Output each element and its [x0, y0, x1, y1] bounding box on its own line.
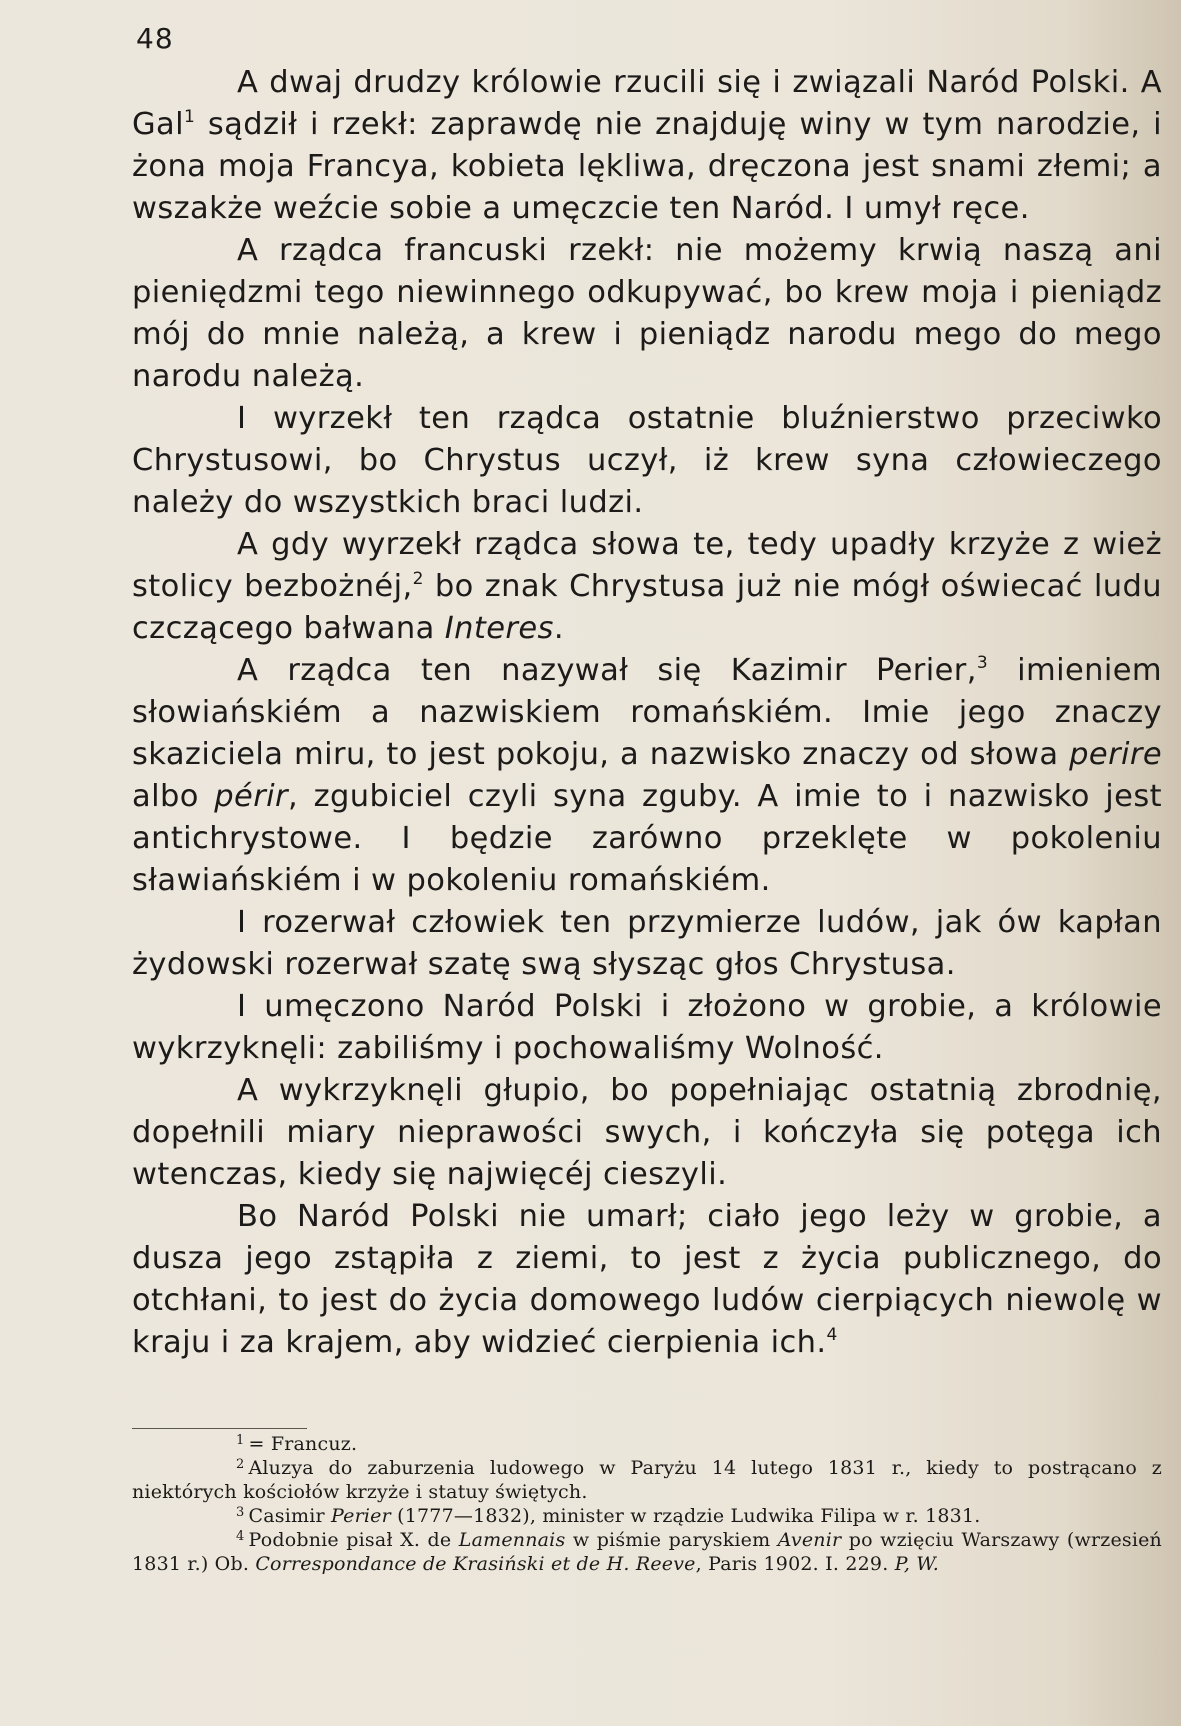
footnote-mark: 1	[236, 1433, 245, 1448]
text-run: A rządca francuski rzekł: nie możemy krwią naszą ani pieniędzmi tego niewinnego odkupywać, bo krew moja i pieniądz mój do mnie należą, a krew i pieniądz narodu mego do mego narodu należą.	[132, 233, 1162, 394]
footnote-mark: 4	[236, 1529, 245, 1544]
footnote-reference: 2	[412, 569, 424, 589]
text-run: Podobnie pisał X. de	[248, 1529, 459, 1551]
text-run: , zgubiciel czyli syna zguby. A imie to i nazwisko jest antichrystowe. I będzie zarówno przeklęte w pokoleniu sławiańskiém i w pokoleniu romańskiém.	[132, 779, 1162, 898]
footnote	[132, 1432, 1162, 1456]
text-run: A rządca ten nazywał się Kazimir Perier,	[237, 653, 977, 688]
text-run: I rozerwał człowiek ten przymierze ludów, jak ów kapłan żydowski rozerwał szatę swą słysząc głos Chrystusa.	[132, 905, 1162, 982]
text-run: I umęczono Naród Polski i złożono w grobie, a królowie wykrzyknęli: zabiliśmy i pochowaliśmy Wolność.	[132, 989, 1162, 1066]
text-run: Casimir	[248, 1505, 331, 1527]
italic-text: P, W.	[894, 1553, 939, 1575]
text-run: bo znak Chrystusa już nie mógł oświecać ludu czczącego bałwana	[132, 569, 1162, 646]
text-run: albo	[132, 779, 215, 814]
text-run: , Paris 1902. I. 229.	[695, 1553, 895, 1575]
footnote-reference: 1	[184, 107, 196, 127]
paragraph	[132, 62, 1162, 230]
text-run: A gdy wyrzekł rządca słowa te, tedy upadły krzyże z wież stolicy bezbożnéj,	[132, 527, 1162, 604]
text-run: A dwaj drudzy królowie rzucili się i związali Naród Polski. A Gal	[132, 65, 1162, 142]
text-run: .	[553, 611, 564, 646]
footnote-reference: 4	[826, 1325, 838, 1345]
paragraph	[132, 650, 1162, 902]
text-run: A wykrzyknęli głupio, bo popełniając ostatnią zbrodnię, dopełnili miary nieprawości swych, i kończyła się potęga ich wtenczas, kiedy się najwięcéj cieszyli.	[132, 1073, 1162, 1192]
text-run: imieniem słowiańskiém a nazwiskiem romańskiém. Imie jego znaczy skaziciela miru, to jest pokoju, a nazwisko znaczy od słowa	[132, 653, 1162, 772]
text-run: sądził i rzekł: zaprawdę nie znajduję winy w tym narodzie, i żona moja Francya, kobieta lękliwa, dręczona jest snami złemi; a wszakże weźcie sobie a umęczcie ten Naród. I umył ręce.	[132, 107, 1162, 226]
text-run: (1777—1832), minister w rządzie Ludwika Filipa w r. 1831.	[390, 1505, 981, 1527]
footnote	[132, 1528, 1162, 1576]
paragraph	[132, 1070, 1162, 1196]
italic-text: Perier	[331, 1505, 391, 1527]
footnote-mark: 3	[236, 1505, 245, 1520]
footnote-mark: 2	[236, 1457, 245, 1472]
text-run: = Francuz.	[248, 1433, 358, 1455]
text-run: po wzięciu Warszawy (wrzesień 1831 r.) Ob.	[132, 1529, 1162, 1575]
italic-text: Interes	[444, 611, 554, 646]
italic-text: Correspondance de Krasiński et de H. Reeve	[255, 1553, 696, 1575]
main-text	[132, 62, 1162, 1364]
paragraph	[132, 902, 1162, 986]
paragraph	[132, 986, 1162, 1070]
footnotes	[132, 1432, 1162, 1576]
italic-text: périr	[214, 779, 288, 814]
footnote	[132, 1504, 1162, 1528]
paragraph	[132, 230, 1162, 398]
text-run: I wyrzekł ten rządca ostatnie bluźnierstwo przeciwko Chrystusowi, bo Chrystus uczył, iż krew syna człowieczego należy do wszystkich braci ludzi.	[132, 401, 1162, 520]
footnote-reference: 3	[976, 653, 989, 673]
footnote	[132, 1456, 1162, 1504]
text-run: Bo Naród Polski nie umarł; ciało jego leży w grobie, a dusza jego zstąpiła z ziemi, to jest z życia publicznego, do otchłani, to jest do życia domowego ludów cierpiących niewolę w kraju i za krajem, aby widzieć cierpienia ich.	[132, 1199, 1162, 1360]
paragraph	[132, 524, 1162, 650]
paragraph	[132, 398, 1162, 524]
page-number: 48	[136, 22, 174, 55]
text-run: Aluzya do zaburzenia ludowego w Paryżu 14 lutego 1831 r., kiedy to postrącano z niektórych kościołów krzyże i statuy świętych.	[132, 1457, 1162, 1503]
italic-text: perire	[1069, 737, 1162, 772]
paragraph	[132, 1196, 1162, 1364]
footnote-divider	[132, 1428, 307, 1429]
italic-text: Lamennais	[458, 1529, 566, 1551]
text-run: w piśmie paryskiem	[565, 1529, 778, 1551]
italic-text: Avenir	[777, 1529, 842, 1551]
